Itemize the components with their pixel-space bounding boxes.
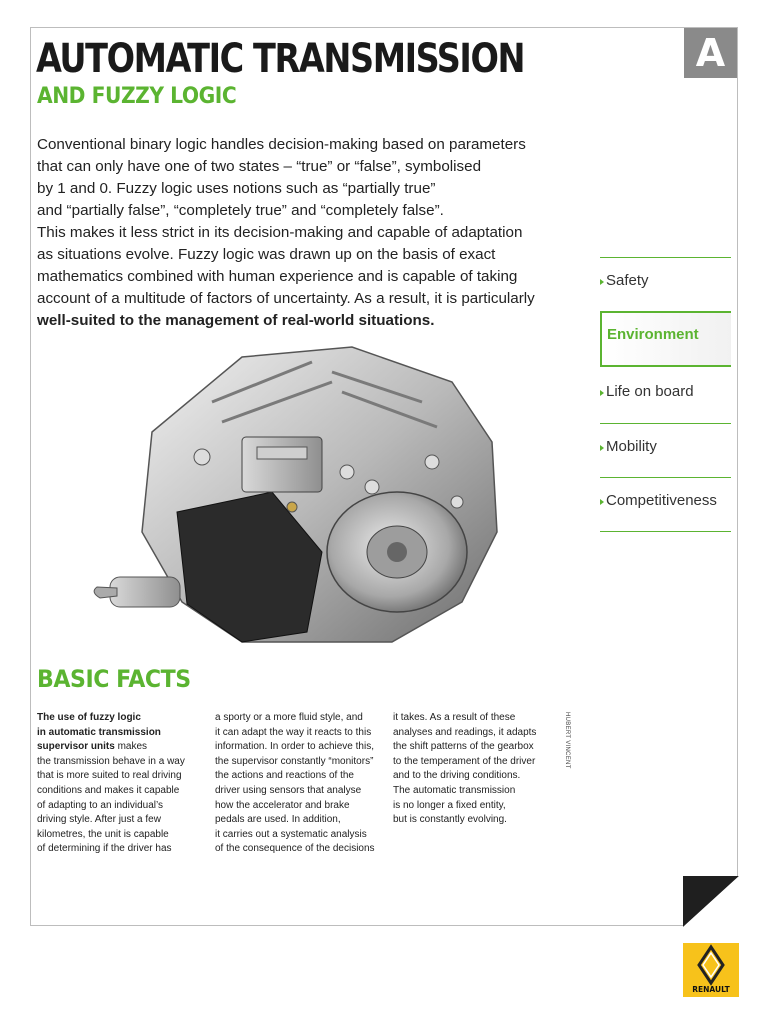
nav-item-label: Mobility: [606, 438, 657, 455]
facts-line: and to the driving conditions.: [393, 770, 521, 782]
facts-line: of determining if the driver has: [37, 843, 172, 855]
nav-item-environment[interactable]: [600, 311, 731, 367]
arrow-right-icon: [600, 279, 604, 285]
gearbox-illustration-icon: [92, 342, 504, 647]
nav-item-label: Competitiveness: [606, 492, 717, 509]
arrow-right-icon: [600, 499, 604, 505]
arrow-right-icon: [600, 445, 604, 451]
facts-bold-line: in automatic transmission: [37, 726, 161, 738]
intro-line: that can only have one of two states – “true” or “false”, symbolised: [37, 158, 482, 175]
facts-line: is no longer a fixed entity,: [393, 799, 506, 811]
facts-text: makes: [114, 741, 148, 753]
facts-column-3: [393, 711, 563, 828]
nav-item-label: Environment: [607, 326, 699, 343]
facts-line: it carries out a systematic analysis: [215, 828, 367, 840]
facts-line: the actions and reactions of the: [215, 770, 354, 782]
renault-diamond-icon: [683, 943, 739, 987]
intro-line: mathematics combined with human experience and is capable of taking: [37, 268, 518, 285]
intro-line: and “partially false”, “completely true” and “completely false”.: [37, 202, 444, 219]
nav-item-mobility[interactable]: [600, 423, 731, 477]
facts-line: the supervisor constantly “monitors”: [215, 755, 374, 767]
facts-line: conditions and makes it capable: [37, 784, 180, 796]
intro-line: This makes it less strict in its decision-making and capable of adaptation: [37, 224, 523, 241]
facts-line: the shift patterns of the gearbox: [393, 741, 534, 753]
facts-line: how the accelerator and brake: [215, 799, 350, 811]
facts-line: a sporty or a more fluid style, and: [215, 712, 363, 723]
facts-line: it takes. As a result of these: [393, 712, 516, 723]
facts-line: pedals are used. In addition,: [215, 814, 341, 826]
nav-divider: [600, 531, 731, 532]
facts-line: kilometres, the unit is capable: [37, 828, 169, 840]
image-credit: HUBERT VINCENT: [564, 712, 570, 769]
intro-line: by 1 and 0. Fuzzy logic uses notions such as “partially true”: [37, 180, 436, 197]
facts-line: it can adapt the way it reacts to this: [215, 726, 372, 738]
facts-line: The automatic transmission: [393, 784, 516, 796]
nav-item-label: Life on board: [606, 383, 694, 400]
nav-item-label: Safety: [606, 272, 649, 289]
nav-item-life-on-board[interactable]: [600, 369, 731, 423]
facts-line: [37, 740, 207, 755]
facts-line: to the temperament of the driver: [393, 755, 536, 767]
facts-bold-line: The use of fuzzy logic: [37, 712, 141, 723]
facts-line: of the consequence of the decisions: [215, 843, 375, 855]
facts-column-2: [215, 711, 385, 857]
section-tag: A: [684, 28, 737, 78]
facts-column-1: [37, 711, 207, 857]
nav-item-competitiveness[interactable]: [600, 477, 731, 531]
intro-line: account of a multitude of factors of uncertainty. As a result, it is particularly: [37, 290, 535, 307]
facts-bold-text: supervisor units: [37, 741, 115, 753]
facts-line: the transmission behave in a way: [37, 755, 185, 767]
intro-line: as situations evolve. Fuzzy logic was drawn up on the basis of exact: [37, 246, 496, 263]
facts-line: of adapting to an individual’s: [37, 799, 164, 811]
intro-paragraph: [37, 134, 537, 332]
intro-emphasis: well-suited to the management of real-world situations.: [37, 312, 435, 329]
facts-line: but is constantly evolving.: [393, 814, 507, 826]
nav-item-safety[interactable]: [600, 257, 731, 311]
facts-line: that is more suited to real driving: [37, 770, 182, 782]
intro-line: Conventional binary logic handles decision-making based on parameters: [37, 136, 526, 153]
facts-line: analyses and readings, it adapts: [393, 726, 537, 738]
basic-facts-heading: BASIC FACTS: [37, 665, 191, 693]
brand-name: RENAULT: [692, 985, 730, 994]
facts-line: information. In order to achieve this,: [215, 741, 374, 753]
renault-logo: [683, 943, 739, 997]
page-title: AUTOMATIC TRANSMISSION: [36, 36, 525, 82]
arrow-right-icon: [600, 390, 604, 396]
facts-line: driver using sensors that analyse: [215, 784, 362, 796]
page-subtitle: AND FUZZY LOGIC: [37, 84, 237, 109]
section-nav: [600, 257, 731, 532]
facts-line: driving style. After just a few: [37, 814, 161, 826]
